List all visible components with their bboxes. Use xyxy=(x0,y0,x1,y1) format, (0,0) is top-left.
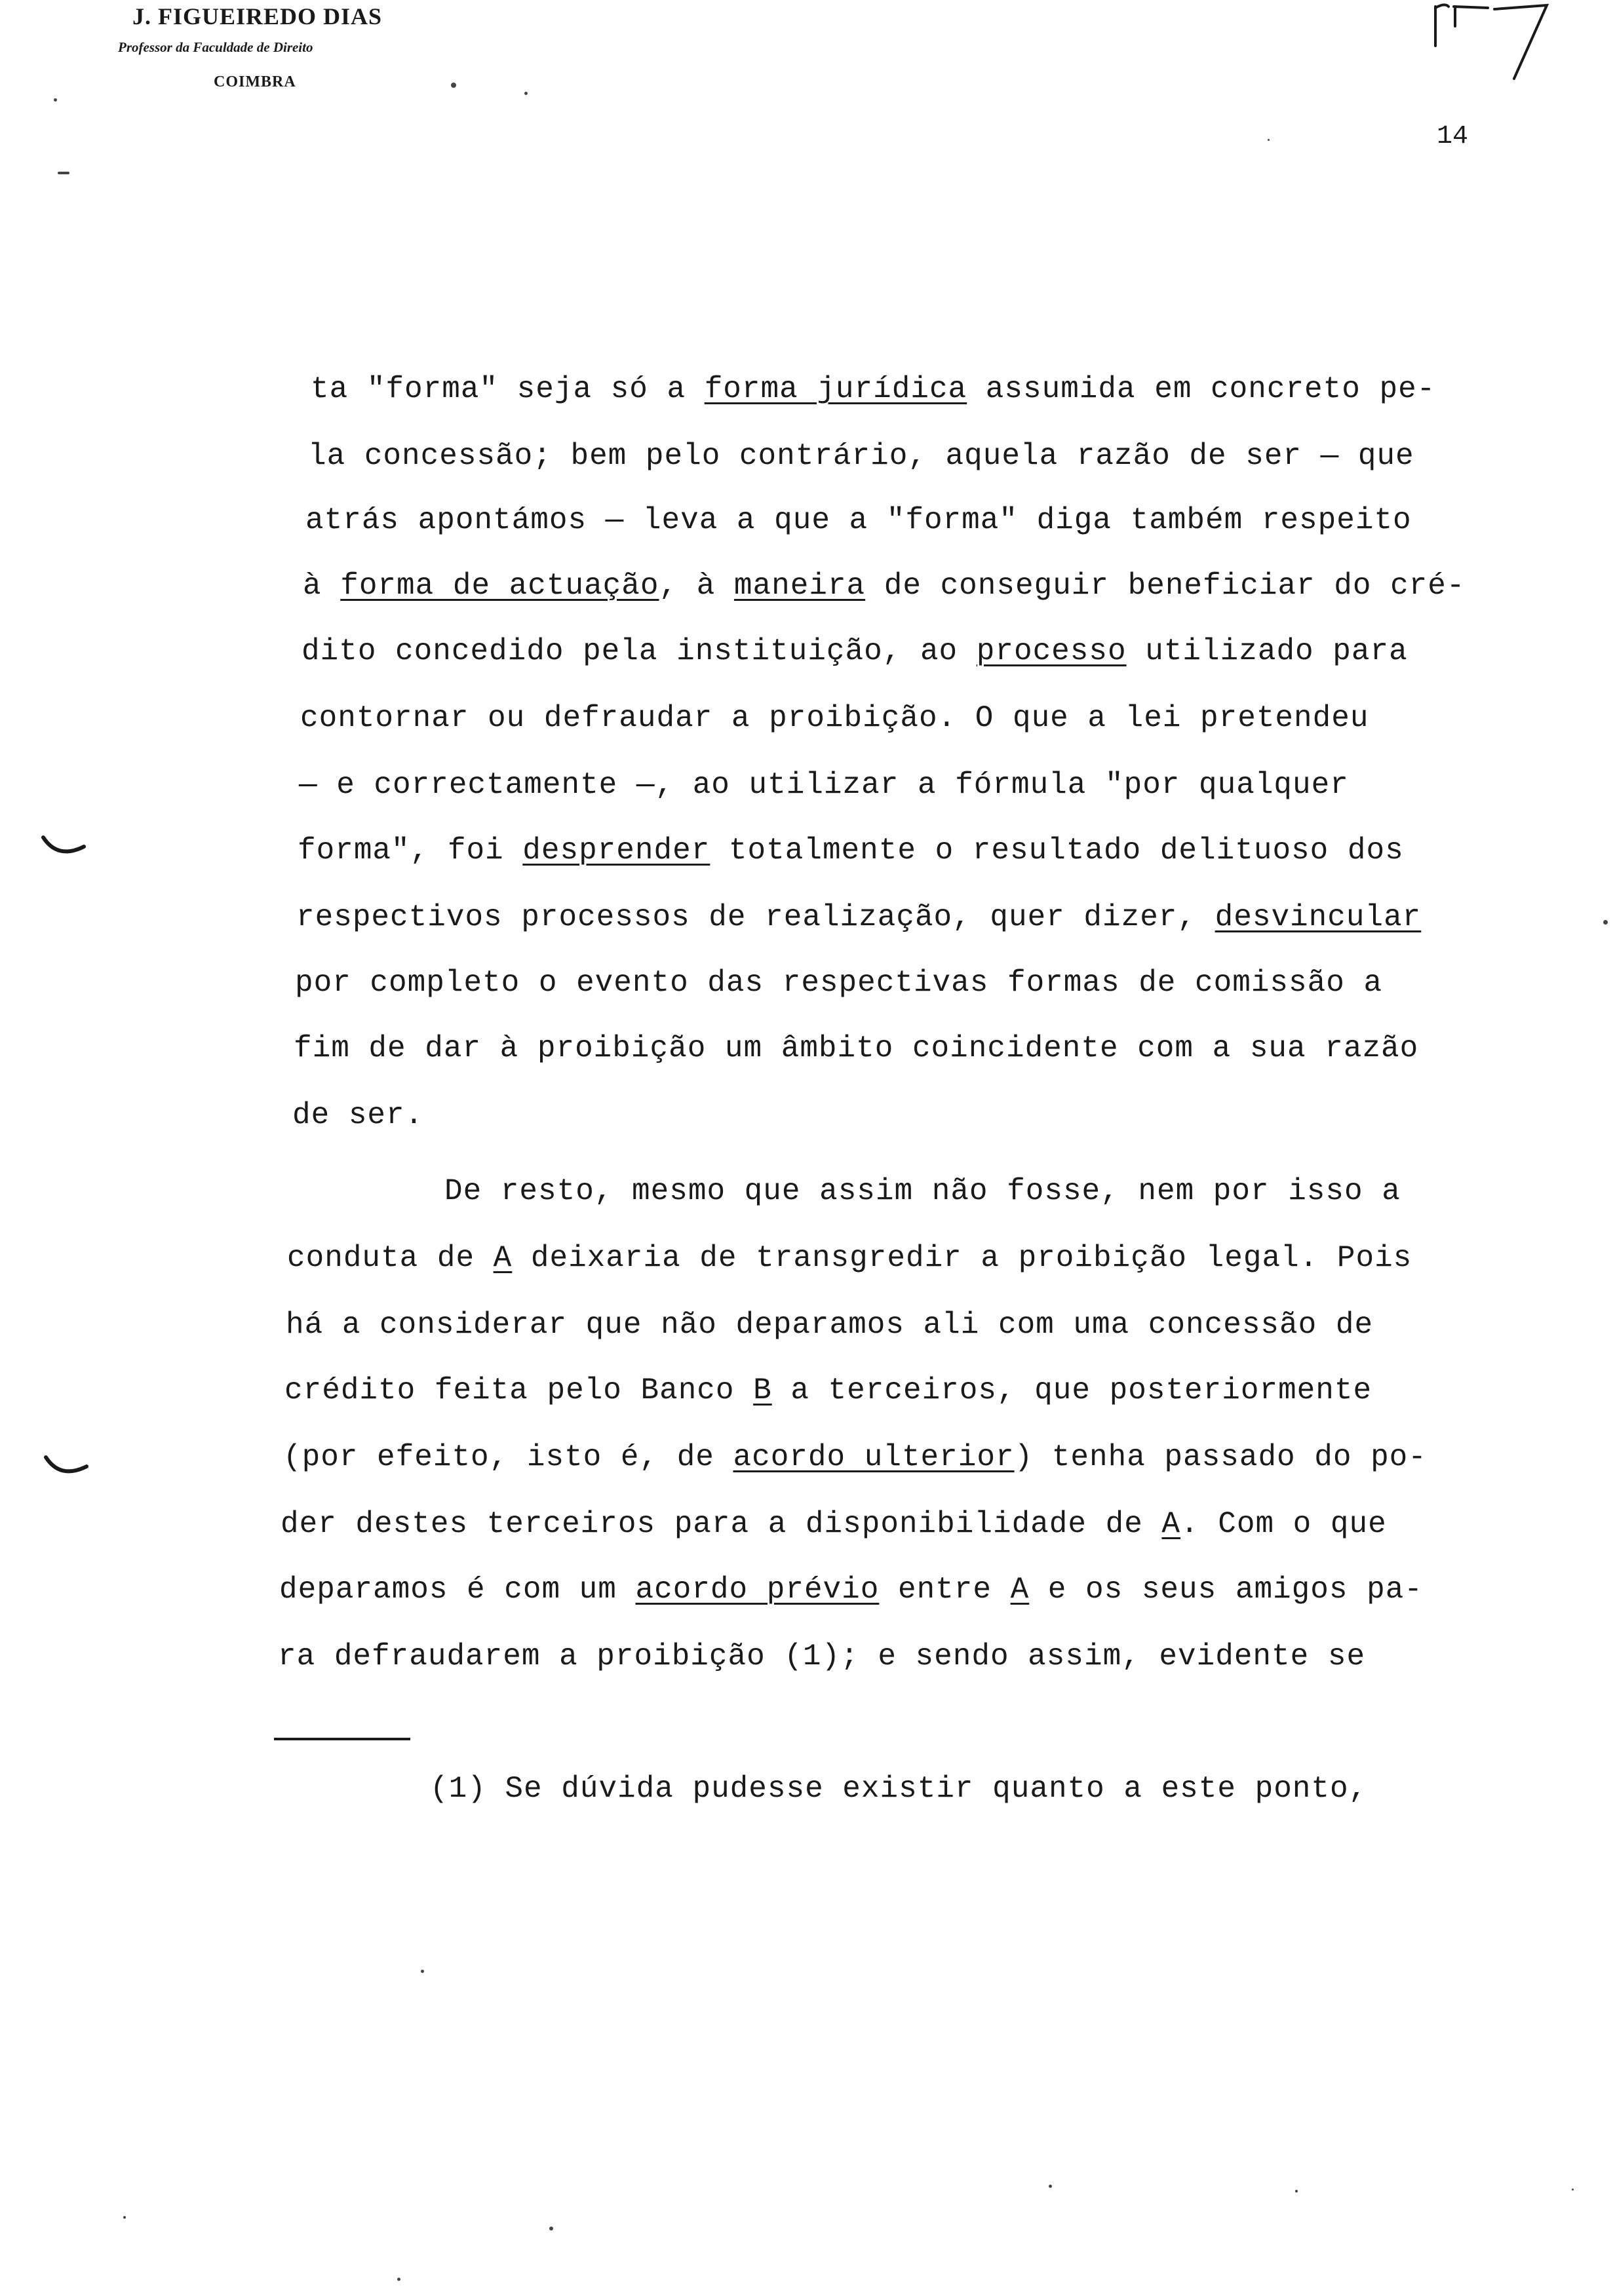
text-line xyxy=(300,701,1369,735)
text-run: conduta de xyxy=(287,1241,494,1275)
hole-punch-mark xyxy=(41,1452,93,1491)
text-run: ra defraudarem a proibição (1); e sendo assim, evidente se xyxy=(278,1639,1366,1674)
text-run: de conseguir beneficiar do cré- xyxy=(865,569,1466,603)
text-run: assumida em concreto pe- xyxy=(967,372,1436,406)
author-title: Professor da Faculdade de Direito xyxy=(118,39,313,55)
text-run: utilizado para xyxy=(1126,634,1408,668)
author-city: COIMBRA xyxy=(214,73,296,90)
text-line xyxy=(444,1174,1401,1208)
text-line xyxy=(278,1639,1365,1674)
underlined-text: desvincular xyxy=(1215,900,1422,934)
footnote-divider xyxy=(274,1738,410,1740)
text-line xyxy=(308,439,1414,473)
text-run: contornar ou defraudar a proibição. O que a lei pretendeu xyxy=(300,701,1369,735)
text-run: — e correctamente —, ao utilizar a fórmula "por qualquer xyxy=(299,768,1349,802)
text-line xyxy=(287,1241,1412,1275)
handwritten-mark xyxy=(1416,0,1573,85)
speck xyxy=(1049,2185,1052,2188)
speck xyxy=(421,1970,424,1973)
underlined-text: acordo ulterior xyxy=(733,1440,1015,1474)
text-line xyxy=(284,1373,1372,1407)
text-line xyxy=(292,1098,423,1132)
text-run: atrás apontámos — leva a que a "forma" diga também respeito xyxy=(305,503,1412,537)
text-line xyxy=(302,634,1408,668)
text-line xyxy=(296,900,1421,934)
text-line xyxy=(298,833,1404,868)
text-run: ) tenha passado do po- xyxy=(1014,1440,1427,1474)
speck xyxy=(397,2278,400,2281)
text-run: e os seus amigos pa- xyxy=(1029,1573,1423,1607)
speck xyxy=(1268,139,1270,141)
speck xyxy=(549,2227,553,2230)
hole-punch-mark xyxy=(38,832,90,871)
text-run: der destes terceiros para a disponibilidade de xyxy=(281,1507,1162,1541)
speck xyxy=(123,2216,126,2219)
text-line xyxy=(283,1440,1427,1474)
text-run: forma", foi xyxy=(298,833,523,868)
text-run: respectivos processos de realização, quer dizer, xyxy=(296,900,1215,934)
speck xyxy=(1295,2190,1298,2192)
text-run: . Com o que xyxy=(1180,1507,1387,1541)
text-run: de ser. xyxy=(292,1098,424,1132)
text-run: totalmente o resultado delituoso dos xyxy=(710,833,1404,868)
text-line xyxy=(305,503,1412,537)
text-run: há a considerar que não deparamos ali com uma concessão de xyxy=(286,1308,1374,1342)
page-number: 14 xyxy=(1437,122,1469,151)
speck xyxy=(58,172,69,174)
text-run: à xyxy=(303,569,341,603)
author-name: J. FIGUEIREDO DIAS xyxy=(132,3,383,29)
speck xyxy=(1603,920,1608,925)
text-line xyxy=(279,1573,1423,1607)
text-run: (por efeito, isto é, de xyxy=(283,1440,733,1474)
underlined-text: acordo prévio xyxy=(635,1573,880,1607)
text-run: De resto, mesmo que assim não fosse, nem por isso a xyxy=(444,1174,1401,1208)
text-run: a terceiros, que posteriormente xyxy=(771,1373,1372,1407)
speck xyxy=(451,83,456,88)
text-run: ta "forma" seja só a xyxy=(311,372,705,406)
text-line xyxy=(311,372,1435,406)
speck xyxy=(54,98,57,102)
text-line xyxy=(294,1031,1418,1065)
underlined-text: A xyxy=(493,1241,513,1275)
underlined-text: processo xyxy=(976,634,1127,668)
underlined-text: B xyxy=(753,1373,772,1407)
text-run: entre xyxy=(879,1573,1011,1607)
underlined-text: forma jurídica xyxy=(704,372,967,406)
footnote-text: (1) Se dúvida pudesse existir quanto a este ponto, xyxy=(430,1772,1368,1806)
text-line xyxy=(303,569,1466,603)
underlined-text: desprender xyxy=(522,833,710,868)
speck xyxy=(1572,2189,1574,2191)
underlined-text: A xyxy=(1161,1507,1181,1541)
text-run: deparamos é com um xyxy=(279,1573,636,1607)
underlined-text: A xyxy=(1010,1573,1030,1607)
text-run: la concessão; bem pelo contrário, aquela razão de ser — que xyxy=(308,439,1414,473)
text-run: fim de dar à proibição um âmbito coincidente com a sua razão xyxy=(294,1031,1419,1065)
text-run: dito concedido pela instituição, ao xyxy=(302,634,977,668)
text-line xyxy=(295,966,1382,1000)
text-line xyxy=(281,1507,1387,1541)
text-run: por completo o evento das respectivas formas de comissão a xyxy=(295,966,1383,1000)
speck xyxy=(524,92,528,95)
text-run: deixaria de transgredir a proibição legal. Pois xyxy=(512,1241,1412,1275)
text-line xyxy=(286,1308,1373,1342)
text-run: crédito feita pelo Banco xyxy=(284,1373,754,1407)
underlined-text: maneira xyxy=(733,569,866,603)
text-line xyxy=(299,768,1349,802)
text-run: , à xyxy=(659,569,734,603)
underlined-text: forma de actuação xyxy=(340,569,659,603)
